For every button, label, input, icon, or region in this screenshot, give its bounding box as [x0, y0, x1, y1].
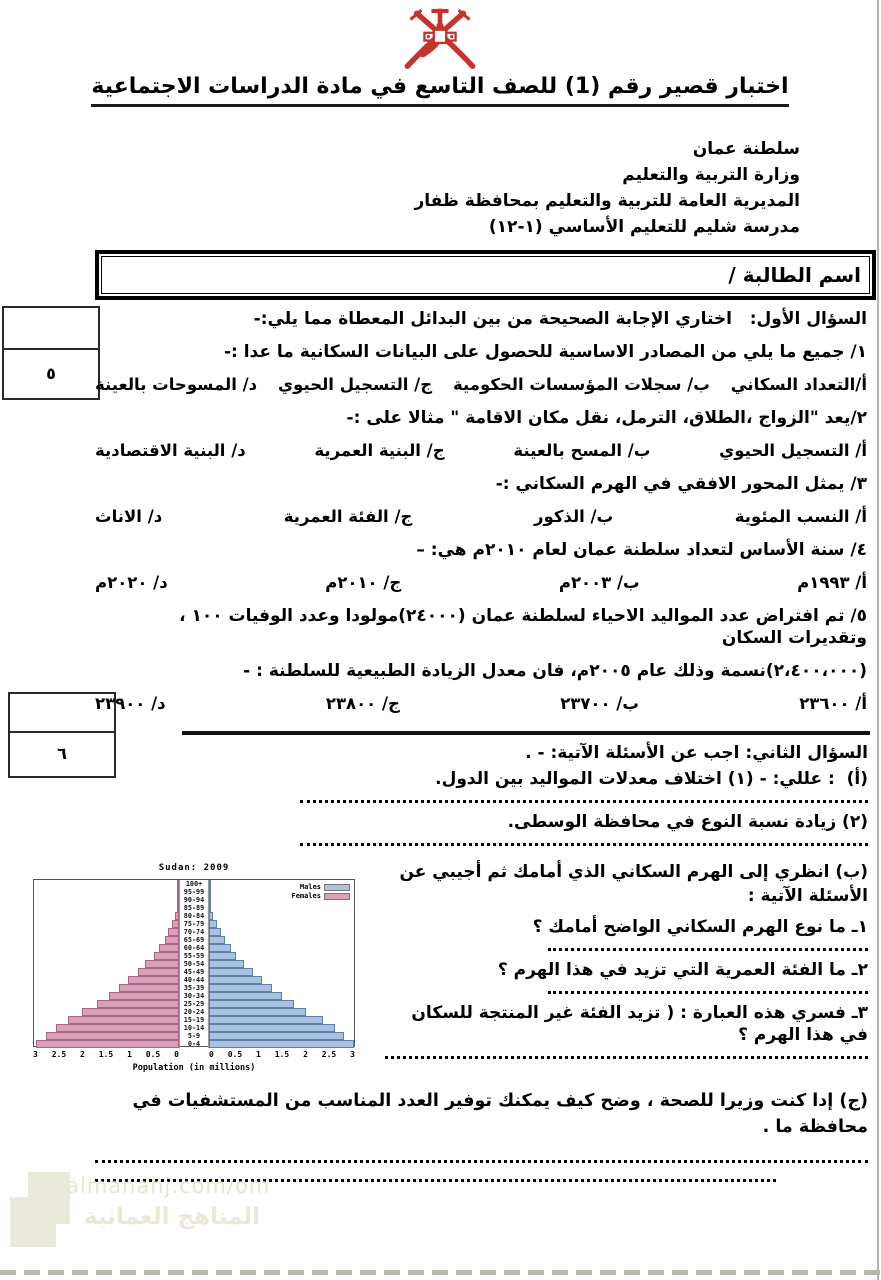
q1-option-d: د/ المسوحات بالعينة	[95, 375, 258, 394]
q3-option-c: ج/ الفئة العمرية	[283, 507, 413, 526]
chart-x-axis-label: Population (in millions)	[132, 1063, 256, 1073]
male-bar	[209, 968, 253, 976]
student-name-box	[95, 250, 876, 300]
pyramid-row	[34, 1024, 354, 1032]
pyramid-row	[34, 984, 354, 992]
q3-option-b: ب/ الذكور	[533, 507, 614, 526]
age-group-label: 85-89	[179, 904, 209, 912]
age-group-label: 100+	[179, 880, 209, 888]
q4-stem: ٤/ سنة الأساس لتعداد سلطنة عمان لعام ٢٠١٠م هي: –	[416, 540, 867, 560]
age-group-label: 70-74	[179, 928, 209, 936]
q3-option-d: د/ الاناث	[95, 507, 163, 526]
q1-option-c: ج/ التسجيل الحيوي	[278, 375, 433, 394]
pyramid-row	[34, 928, 354, 936]
female-bar	[97, 1000, 179, 1008]
x-tick-label: 0	[174, 1050, 179, 1059]
watermark-arabic: المناهج العمانية	[84, 1204, 261, 1230]
age-group-label: 5-9	[179, 1032, 209, 1040]
section-1	[95, 308, 867, 726]
legend-entry	[291, 883, 350, 892]
male-bar	[209, 904, 211, 912]
q3-options	[95, 506, 867, 528]
q5-option-c: ج/ ٢٣٨٠٠	[325, 694, 400, 713]
marks-box-q1	[2, 306, 100, 400]
pyramid-row	[34, 936, 354, 944]
male-bar	[209, 1000, 294, 1008]
watermark-url: almanahj.com/om	[66, 1174, 271, 1198]
q2-stem: ٢/يعد "الزواج ،الطلاق، الترمل، نقل مكان الاقامة " مثالا على :-	[346, 408, 867, 428]
section-2-heading: السؤال الثاني: اجب عن الأسئلة الآتية: - .	[525, 743, 868, 763]
q5-stem-line2: (٢،٤٠٠،٠٠٠)نسمة وذلك عام ٢٠٠٥م، فان معدل الزيادة الطبيعية للسلطنة : -	[243, 661, 867, 681]
marks-box-q1-empty-cell	[4, 308, 98, 350]
answer-line	[95, 1160, 868, 1163]
q2-option-a: أ/ التسجيل الحيوي	[719, 441, 867, 460]
answer-line	[385, 1056, 868, 1059]
answer-line	[300, 800, 868, 803]
q5-option-a: أ/ ٢٣٦٠٠	[799, 694, 867, 713]
q2-options	[95, 440, 867, 462]
age-group-label: 20-24	[179, 1008, 209, 1016]
x-tick-label: 1	[256, 1050, 261, 1059]
age-group-label: 90-94	[179, 896, 209, 904]
male-bar	[209, 1032, 344, 1040]
female-bar	[177, 880, 179, 888]
age-group-label: 15-19	[179, 1016, 209, 1024]
answer-line	[548, 948, 868, 951]
q1-option-b: ب/ سجلات المؤسسات الحكومية	[453, 375, 710, 394]
male-bar	[209, 936, 225, 944]
male-bar	[209, 1016, 323, 1024]
answer-line	[300, 843, 868, 846]
x-tick-label: 2.5	[51, 1050, 67, 1059]
legend-entry	[291, 892, 350, 901]
x-tick-label: 2	[80, 1050, 85, 1059]
age-group-label: 35-39	[179, 984, 209, 992]
q5-stem-line1: ٥/ تم افتراض عدد المواليد الاحياء لسلطنة عمان (٢٤٠٠٠)مولودا وعدد الوفيات ١٠٠ ، وتقديرات السكان	[179, 606, 867, 648]
q4-option-a: أ/ ١٩٩٣م	[797, 573, 867, 592]
male-bar	[209, 960, 244, 968]
pyramid-row	[34, 952, 354, 960]
section-2-part-a	[185, 742, 868, 854]
female-bar	[68, 1016, 179, 1024]
exam-title: اختبار قصير رقم (1) للصف التاسع في مادة الدراسات الاجتماعية	[91, 74, 788, 107]
pyramid-row	[34, 1008, 354, 1016]
part-b-intro: (ب) انظري إلى الهرم السكاني الذي أمامك ثم أجيبي عن الأسئلة الآتية :	[399, 862, 868, 906]
page-scan-right-edge	[877, 0, 879, 1280]
page-scan-bottom-edge	[0, 1270, 881, 1275]
part-a-item-2: (٢) زيادة نسبة النوع في محافظة الوسطى.	[507, 812, 868, 832]
legend-label: Males	[299, 883, 321, 891]
age-group-label: 65-69	[179, 936, 209, 944]
x-tick-label: 1.5	[98, 1050, 114, 1059]
header-line-ministry: وزارة التربية والتعليم	[622, 165, 800, 185]
x-tick-label: 0.5	[227, 1050, 243, 1059]
marks-box-q1-value: ٥	[46, 363, 56, 383]
female-bar	[109, 992, 179, 1000]
male-bar	[209, 912, 213, 920]
x-tick-label: 1	[127, 1050, 132, 1059]
section-2-part-b	[385, 860, 868, 1067]
male-bar	[209, 928, 221, 936]
x-ticks-left	[33, 1050, 179, 1059]
pyramid-row	[34, 968, 354, 976]
female-bar	[165, 936, 180, 944]
pyramid-rows	[34, 880, 354, 1046]
age-group-label: 80-84	[179, 912, 209, 920]
x-tick-label: 3	[350, 1050, 355, 1059]
x-tick-label: 2.5	[321, 1050, 337, 1059]
chart-legend	[291, 883, 350, 901]
female-bar	[138, 968, 179, 976]
female-bar	[154, 952, 179, 960]
oman-national-emblem-icon	[392, 4, 488, 74]
pyramid-row	[34, 976, 354, 984]
part-b-question-3: ٣ـ فسري هذه العبارة : ( تزيد الفئة غير المنتجة للسكان في هذا الهرم ؟	[411, 1003, 868, 1045]
part-c-question: (ج) إدا كنت وزيرا للصحة ، وضح كيف يمكنك توفير العدد المناسب من المستشفيات في محافظة ما .	[132, 1091, 868, 1137]
q1-option-a: أ/التعداد السكاني	[730, 375, 867, 394]
q3-stem: ٣/ يمثل المحور الافقي في الهرم السكاني :-	[495, 474, 867, 494]
pyramid-row	[34, 1000, 354, 1008]
q3-option-a: أ/ النسب المئوية	[734, 507, 867, 526]
male-bar	[209, 896, 211, 904]
female-bar	[128, 976, 179, 984]
watermark-block	[10, 1197, 56, 1247]
ministry-header	[414, 136, 800, 240]
male-bar	[209, 1040, 354, 1048]
pyramid-row	[34, 1016, 354, 1024]
male-bar	[209, 976, 262, 984]
female-bar	[82, 1008, 179, 1016]
male-bar	[209, 888, 211, 896]
q4-options	[95, 572, 867, 594]
q2-option-d: د/ البنية الاقتصادية	[95, 441, 246, 460]
female-bar	[46, 1032, 179, 1040]
answer-line	[548, 991, 868, 994]
female-bar	[168, 928, 179, 936]
male-bar	[209, 952, 236, 960]
marks-box-q2-value: ٦	[57, 744, 67, 763]
pyramid-row	[34, 944, 354, 952]
x-tick-label: 0.5	[145, 1050, 161, 1059]
q5-option-b: ب/ ٢٣٧٠٠	[560, 694, 639, 713]
age-group-label: 75-79	[179, 920, 209, 928]
header-line-directorate: المديرية العامة للتربية والتعليم بمحافظة ظفار	[414, 191, 800, 211]
x-tick-label: 1.5	[274, 1050, 290, 1059]
age-group-label: 55-59	[179, 952, 209, 960]
age-group-label: 50-54	[179, 960, 209, 968]
male-bar	[209, 984, 272, 992]
student-name-label: اسم الطالبة /	[728, 263, 861, 287]
section-2-part-c	[95, 1088, 868, 1182]
part-b-question-2: ٢ـ ما الفئة العمرية التي تزيد في هذا الهرم ؟	[497, 960, 868, 980]
age-group-label: 95-99	[179, 888, 209, 896]
header-line-country: سلطنة عمان	[692, 139, 800, 159]
male-bar	[209, 880, 211, 888]
female-bar	[36, 1040, 179, 1048]
male-bar	[209, 920, 217, 928]
female-bar	[172, 920, 179, 928]
q2-option-c: ج/ البنية العمرية	[314, 441, 445, 460]
age-group-label: 60-64	[179, 944, 209, 952]
q4-option-d: د/ ٢٠٢٠م	[95, 573, 168, 592]
legend-swatch	[324, 893, 350, 900]
age-group-label: 30-34	[179, 992, 209, 1000]
male-bar	[209, 1024, 335, 1032]
age-group-label: 40-44	[179, 976, 209, 984]
q5-option-d: د/ ٢٣٩٠٠	[95, 694, 166, 713]
x-tick-label: 2	[303, 1050, 308, 1059]
female-bar	[119, 984, 179, 992]
x-ticks-right	[209, 1050, 355, 1059]
q1-options	[95, 374, 867, 396]
pyramid-row	[34, 960, 354, 968]
legend-swatch	[324, 884, 350, 891]
q2-option-b: ب/ المسح بالعينة	[513, 441, 651, 460]
female-bar	[145, 960, 179, 968]
pyramid-row	[34, 920, 354, 928]
pyramid-row	[34, 1032, 354, 1040]
x-tick-label: 0	[209, 1050, 214, 1059]
male-bar	[209, 1008, 306, 1016]
part-a-item-1: (أ) : عللي: - (١) اختلاف معدلات المواليد بين الدول.	[435, 769, 868, 789]
header-line-school: مدرسة شليم للتعليم الأساسي (١-١٢)	[488, 217, 800, 237]
q1-stem: ١/ جميع ما يلي من المصادر الاساسية للحصول على البيانات السكانية ما عدا :-	[223, 342, 867, 362]
female-bar	[177, 896, 179, 904]
male-bar	[209, 992, 282, 1000]
female-bar	[56, 1024, 179, 1032]
section-1-heading: السؤال الأول: اختاري الإجابة الصحيحة من بين البدائل المعطاة مما يلي:-	[253, 309, 867, 329]
section-separator-line	[182, 731, 870, 735]
chart-title: Sudan: 2009	[158, 863, 230, 873]
q5-options	[95, 693, 867, 715]
chart-x-axis-ticks	[33, 1050, 355, 1059]
population-pyramid-chart	[30, 857, 376, 1085]
female-bar	[175, 912, 179, 920]
pyramid-row	[34, 992, 354, 1000]
age-group-label: 10-14	[179, 1024, 209, 1032]
age-group-label: 45-49	[179, 968, 209, 976]
chart-plot-area	[33, 879, 355, 1047]
female-bar	[177, 904, 179, 912]
female-bar	[177, 888, 179, 896]
pyramid-row	[34, 1040, 354, 1048]
age-group-label: 25-29	[179, 1000, 209, 1008]
pyramid-row	[34, 912, 354, 920]
legend-label: Females	[291, 892, 321, 900]
x-tick-label: 3	[33, 1050, 38, 1059]
age-group-label: 0-4	[179, 1040, 209, 1048]
female-bar	[159, 944, 179, 952]
pyramid-row	[34, 904, 354, 912]
q4-option-c: ج/ ٢٠١٠م	[325, 573, 402, 592]
part-b-question-1: ١ـ ما نوع الهرم السكاني الواضح أمامك ؟	[532, 917, 868, 937]
male-bar	[209, 944, 231, 952]
q4-option-b: ب/ ٢٠٠٣م	[558, 573, 640, 592]
